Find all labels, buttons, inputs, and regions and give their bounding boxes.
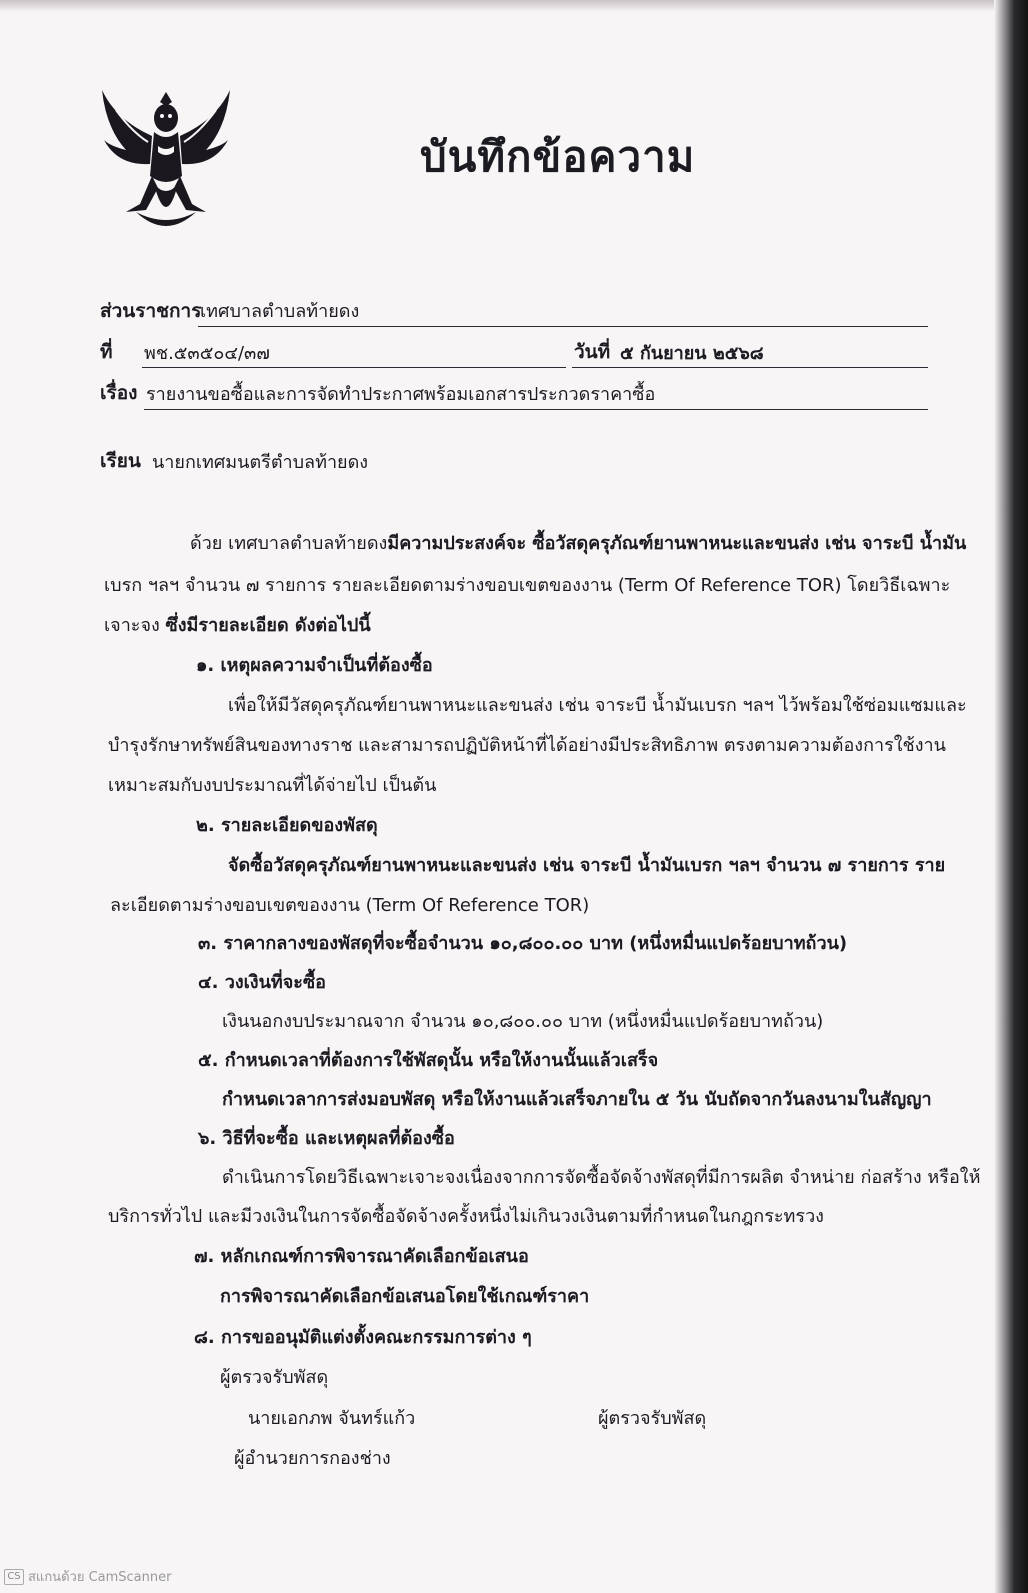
section-6-heading: ๖. วิธีที่จะซื้อ และเหตุผลที่ต้องซื้อ	[198, 1128, 455, 1149]
intro-method-text: เจาะจง	[104, 615, 166, 636]
section-7-heading: ๗. หลักเกณฑ์การพิจารณาคัดเลือกข้อเสนอ	[194, 1246, 529, 1267]
scan-top-shadow	[0, 0, 1028, 12]
date-value: ๕ กันยายน ๒๕๖๘	[620, 343, 764, 364]
section-5-heading: ๕. กำหนดเวลาที่ต้องการใช้พัสดุนั้น หรือให้งานนั้นแล้วเสร็จ	[198, 1050, 659, 1071]
section-2-line-2: ละเอียดตามร่างขอบเขตของงาน (Term Of Reference TOR)	[110, 895, 590, 916]
committee-member-name: นายเอกภพ จันทร์แก้ว	[248, 1408, 416, 1429]
section-2-line-1: จัดซื้อวัสดุครุภัณฑ์ยานพาหนะและขนส่ง เช่น จาระบี น้ำมันเบรก ฯลฯ จำนวน ๗ รายการ ราย	[228, 855, 946, 876]
ref-value: พช.๕๓๕๐๔/๓๗	[144, 343, 270, 364]
section-1-heading: ๑. เหตุผลความจำเป็นที่ต้องซื้อ	[196, 655, 433, 676]
section-1-line-3: เหมาะสมกับงบประมาณที่ได้จ่ายไป เป็นต้น	[108, 775, 437, 796]
agency-label: ส่วนราชการ	[100, 300, 202, 322]
subject-label: เรื่อง	[100, 382, 138, 404]
ref-underline	[142, 367, 566, 368]
intro-details-text: ซึ่งมีรายละเอียด ดังต่อไปนี้	[165, 615, 371, 636]
section-4-line-1: เงินนอกงบประมาณจาก จำนวน ๑๐,๘๐๐.๐๐ บาท (หนึ่งหมื่นแปดร้อยบาทถ้วน)	[222, 1011, 824, 1032]
agency-underline	[198, 326, 928, 327]
to-label: เรียน	[100, 450, 141, 472]
garuda-emblem-icon	[96, 80, 236, 240]
camscanner-logo-icon: CS	[4, 1569, 24, 1585]
scan-right-shadow	[994, 0, 1028, 1593]
section-3-heading: ๓. ราคากลางของพัสดุที่จะซื้อจำนวน ๑๐,๘๐๐.๐๐ บาท (หนึ่งหมื่นแปดร้อยบาทถ้วน)	[198, 933, 848, 954]
subject-underline	[144, 409, 928, 410]
section-8-heading: ๘. การขออนุมัติแต่งตั้งคณะกรรมการต่าง ๆ	[194, 1327, 532, 1348]
section-7-line-1: การพิจารณาคัดเลือกข้อเสนอโดยใช้เกณฑ์ราคา	[220, 1286, 590, 1307]
memo-title: บันทึกข้อความ	[420, 132, 696, 181]
section-6-line-2: บริการทั่วไป และมีวงเงินในการจัดซื้อจัดจ้างครั้งหนึ่งไม่เกินวงเงินตามที่กำหนดในกฎกระทรวง	[108, 1206, 824, 1227]
subject-value: รายงานขอซื้อและการจัดทำประกาศพร้อมเอกสารประกวดราคาซื้อ	[146, 384, 656, 405]
committee-member-position: ผู้อำนวยการกองช่าง	[234, 1448, 391, 1469]
section-5-line-1: กำหนดเวลาการส่งมอบพัสดุ หรือให้งานแล้วเสร็จภายใน ๕ วัน นับถัดจากวันลงนามในสัญญา	[222, 1089, 932, 1110]
intro-purpose-text: มีความประสงค์จะ ซื้อวัสดุครุภัณฑ์ยานพาหนะและขนส่ง เช่น จาระบี น้ำมัน	[387, 533, 967, 554]
intro-agency-text: ด้วย เทศบาลตำบลท้ายดง	[190, 533, 388, 554]
committee-member-role: ผู้ตรวจรับพัสดุ	[598, 1408, 707, 1429]
ref-label: ที่	[100, 341, 113, 363]
section-2-heading: ๒. รายละเอียดของพัสดุ	[196, 815, 378, 836]
scanner-watermark-text: สแกนด้วย CamScanner	[28, 1570, 172, 1585]
agency-value: เทศบาลตำบลท้ายดง	[200, 301, 360, 322]
intro-line-1	[190, 528, 966, 557]
section-8-committee-label: ผู้ตรวจรับพัสดุ	[220, 1367, 329, 1388]
section-1-line-2: บำรุงรักษาทรัพย์สินของทางราช และสามารถปฏิบัติหน้าที่ได้อย่างมีประสิทธิภาพ ตรงตามความต้องการใช้งาน	[108, 735, 946, 756]
intro-line-3	[104, 610, 371, 639]
section-1-line-1: เพื่อให้มีวัสดุครุภัณฑ์ยานพาหนะและขนส่ง เช่น จาระบี น้ำมันเบรก ฯลฯ ไว้พร้อมใช้ซ่อมแซมและ	[228, 695, 967, 716]
section-4-heading: ๔. วงเงินที่จะซื้อ	[198, 972, 326, 993]
scanner-watermark	[4, 1566, 171, 1587]
date-underline	[572, 367, 928, 368]
to-value: นายกเทศมนตรีตำบลท้ายดง	[152, 452, 369, 473]
section-6-line-1: ดำเนินการโดยวิธีเฉพาะเจาะจงเนื่องจากการจัดซื้อจัดจ้างพัสดุที่มีการผลิต จำหน่าย ก่อสร้าง หรือให้	[222, 1167, 981, 1188]
date-label: วันที่	[574, 341, 611, 363]
intro-line-2: เบรก ฯลฯ จำนวน ๗ รายการ รายละเอียดตามร่างขอบเขตของงาน (Term Of Reference TOR) โดยวิธีเฉพาะ	[104, 575, 951, 596]
